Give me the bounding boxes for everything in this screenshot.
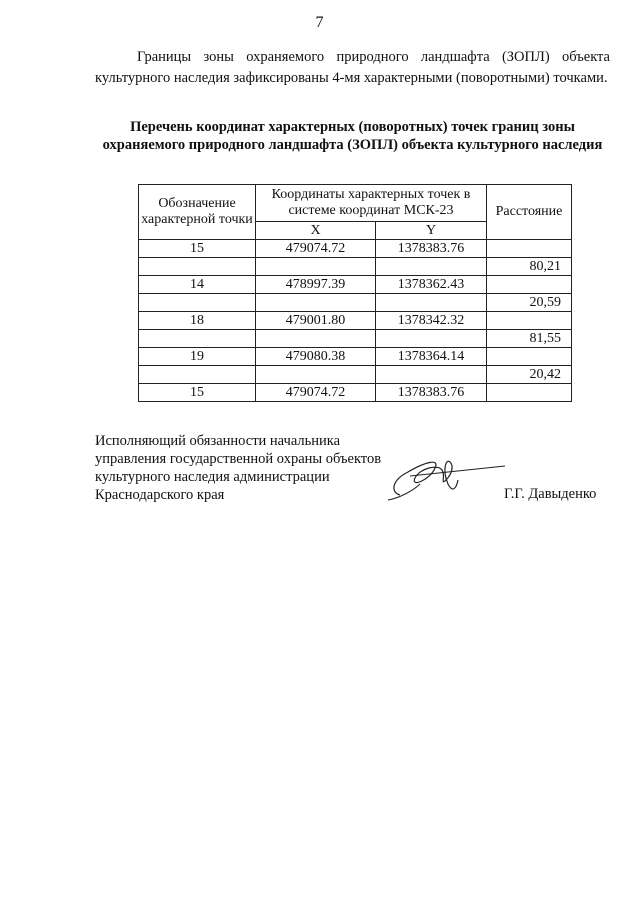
position-line: Краснодарского края — [95, 487, 225, 503]
table-row — [139, 258, 572, 276]
cell-distance — [487, 348, 572, 366]
cell-point: 15 — [139, 384, 256, 402]
position-line: Исполняющий обязанности начальника — [95, 433, 341, 449]
table-row — [139, 294, 572, 312]
cell-x: 479074.72 — [256, 240, 376, 258]
cell-y: 1378364.14 — [376, 348, 487, 366]
table-row — [139, 312, 572, 330]
table-row — [139, 366, 572, 384]
header-y: Y — [376, 222, 487, 240]
cell-distance — [487, 312, 572, 330]
table-row — [139, 384, 572, 402]
cell-y: 1378383.76 — [376, 384, 487, 402]
header-coordinates: Координаты характерных точек в системе координат МСК-23 — [256, 185, 487, 222]
cell-x: 479080.38 — [256, 348, 376, 366]
intro-paragraph — [95, 47, 610, 89]
table-row — [139, 276, 572, 294]
cell-x: 479001.80 — [256, 312, 376, 330]
cell-distance — [487, 276, 572, 294]
cell-x: 479074.72 — [256, 384, 376, 402]
cell-x: 478997.39 — [256, 276, 376, 294]
header-x: X — [256, 222, 376, 240]
cell-distance: 81,55 — [487, 330, 572, 348]
position-line: управления государственной охраны объектов — [95, 451, 382, 467]
cell-y: 1378342.32 — [376, 312, 487, 330]
page-number: 7 — [315, 14, 324, 31]
handwritten-signature — [380, 440, 510, 510]
cell-y: 1378383.76 — [376, 240, 487, 258]
cell-distance — [487, 240, 572, 258]
table-row — [139, 240, 572, 258]
cell-point: 14 — [139, 276, 256, 294]
signatory-position — [95, 432, 395, 504]
table-row — [139, 330, 572, 348]
cell-y: 1378362.43 — [376, 276, 487, 294]
table-heading: Перечень координат характерных (поворотных) точек границ зоны охраняемого природного ландшафта (ЗОПЛ) объекта культурного наследия — [102, 119, 603, 153]
cell-point: 18 — [139, 312, 256, 330]
table-row — [139, 348, 572, 366]
cell-distance: 20,59 — [487, 294, 572, 312]
cell-distance: 20,42 — [487, 366, 572, 384]
signer-name: Г.Г. Давыденко — [504, 486, 597, 502]
cell-distance — [487, 384, 572, 402]
position-line: культурного наследия администрации — [95, 469, 330, 485]
cell-distance: 80,21 — [487, 258, 572, 276]
coordinates-table — [138, 184, 572, 402]
header-distance: Расстояние — [487, 185, 572, 240]
header-point: Обозначение характерной точки — [139, 185, 256, 240]
cell-point: 15 — [139, 240, 256, 258]
cell-point: 19 — [139, 348, 256, 366]
intro-paragraph-text: Границы зоны охраняемого природного ландшафта (ЗОПЛ) объекта культурного наследия зафиксированы 4-мя характерными (поворотными) точками. — [95, 49, 610, 86]
